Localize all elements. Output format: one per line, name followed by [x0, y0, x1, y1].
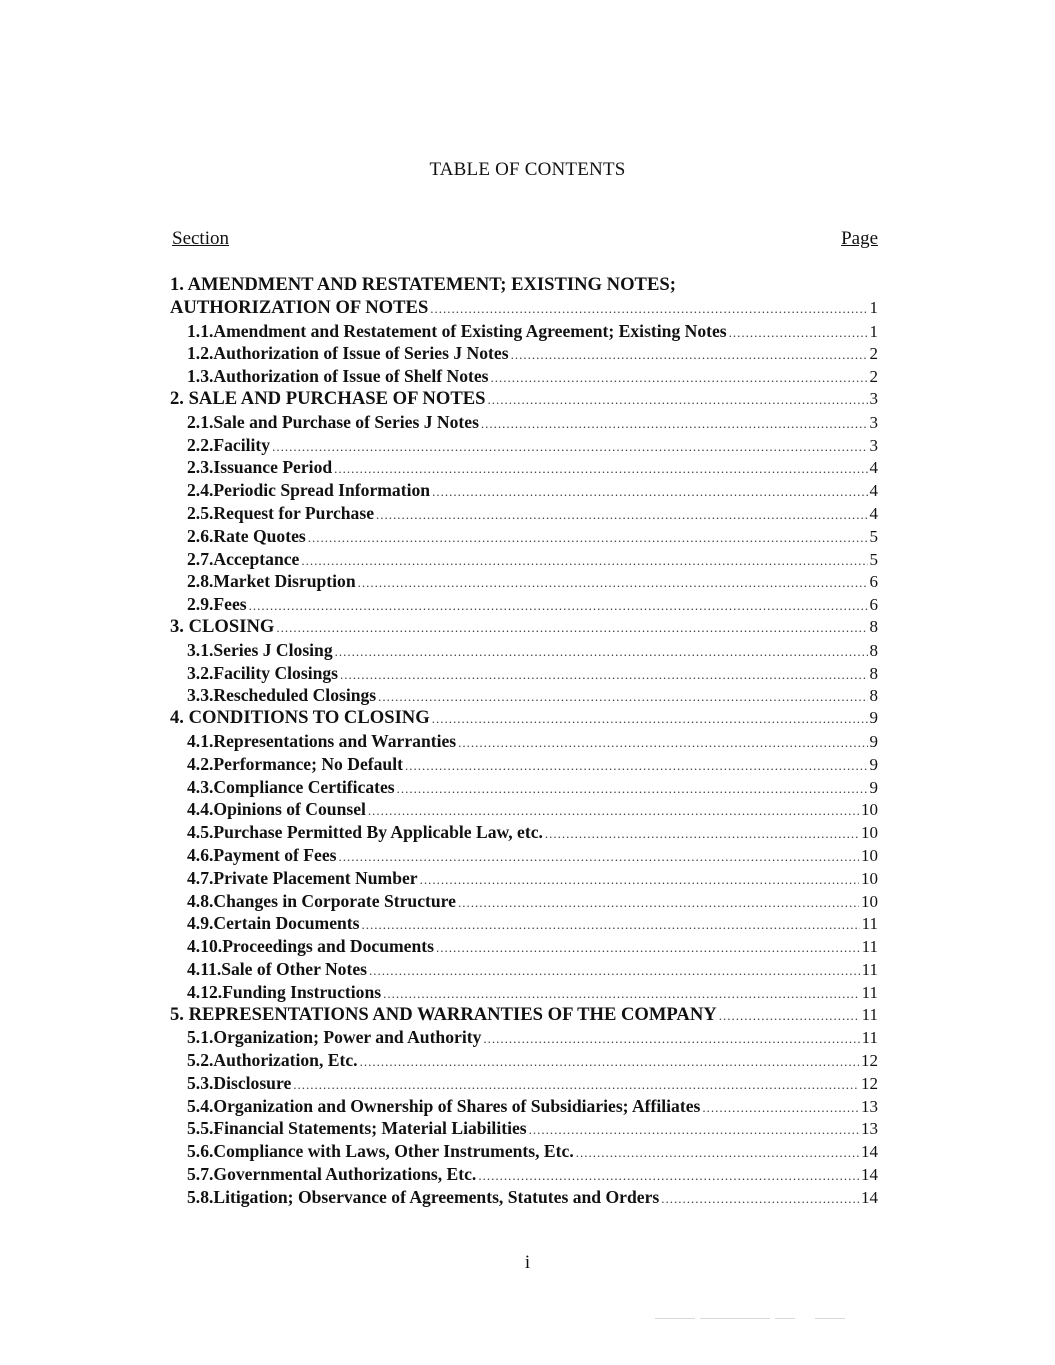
toc-entry-label: 5.4.Organization and Ownership of Shares of Subsidiaries; Affiliates	[187, 1095, 701, 1116]
toc-entry-label: 2. SALE AND PURCHASE OF NOTES	[170, 387, 486, 409]
toc-entry-page: 4	[869, 481, 878, 501]
toc-entry-label: 3.3.Rescheduled Closings	[187, 685, 377, 706]
toc-entry-label: 2.1.Sale and Purchase of Series J Notes	[187, 411, 479, 432]
toc-entry-page: 11	[861, 982, 878, 1002]
section-column-header: Section	[172, 228, 229, 249]
toc-subsection-entry[interactable]	[170, 958, 878, 981]
toc-entry-label: 3.2.Facility Closings	[187, 662, 339, 683]
toc-entry-page: 8	[869, 663, 878, 683]
toc-entry-page: 1	[869, 297, 878, 317]
dot-leader	[545, 823, 859, 846]
toc-entry-page: 10	[861, 823, 878, 843]
dot-leader	[360, 1051, 859, 1074]
toc-entry-label: 4.5.Purchase Permitted By Applicable Law, etc.	[187, 822, 543, 843]
toc-entry-page: 14	[861, 1165, 878, 1185]
dot-leader	[249, 595, 868, 618]
toc-subsection-entry[interactable]	[170, 867, 878, 890]
toc-entry-label: 2.7.Acceptance	[187, 548, 300, 569]
dot-leader	[702, 1097, 859, 1120]
dot-leader	[334, 458, 867, 481]
toc-section-entry[interactable]	[170, 707, 878, 730]
toc-subsection-entry[interactable]	[170, 411, 878, 434]
toc-subsection-entry[interactable]	[170, 525, 878, 548]
toc-subsection-entry[interactable]	[170, 935, 878, 958]
toc-subsection-entry[interactable]	[170, 684, 878, 707]
toc-entry-label: 4.3.Compliance Certificates	[187, 776, 395, 797]
toc-entry-label: 4.8.Changes in Corporate Structure	[187, 890, 456, 911]
dot-leader	[478, 1165, 859, 1188]
dot-leader	[272, 436, 867, 459]
toc-entry-label: 4.2.Performance; No Default	[187, 753, 403, 774]
toc-subsection-entry[interactable]	[170, 844, 878, 867]
toc-subsection-entry[interactable]	[170, 365, 878, 388]
dot-leader	[483, 1028, 859, 1051]
toc-entry-label: 4.7.Private Placement Number	[187, 867, 418, 888]
toc-entry-label: 3.1.Series J Closing	[187, 639, 333, 660]
toc-entry-label: 1.3.Authorization of Issue of Shelf Notes	[187, 366, 489, 387]
toc-entry-page: 11	[861, 937, 878, 957]
toc-subsection-entry[interactable]	[170, 320, 878, 343]
scan-artifact	[775, 1318, 795, 1319]
toc-entry-label: 5.6.Compliance with Laws, Other Instruments, Etc.	[187, 1141, 574, 1162]
dot-leader	[368, 800, 859, 823]
scan-artifact	[815, 1318, 845, 1319]
dot-leader	[340, 664, 867, 687]
toc-entry-label: 5.2.Authorization, Etc.	[187, 1050, 358, 1071]
page-title: TABLE OF CONTENTS	[429, 159, 626, 180]
toc-entry-page: 6	[869, 595, 878, 615]
toc-subsection-entry[interactable]	[170, 1049, 878, 1072]
dot-leader	[487, 389, 867, 412]
dot-leader	[369, 960, 860, 983]
toc-entry-label: 5. REPRESENTATIONS AND WARRANTIES OF THE COMPANY	[170, 1003, 717, 1025]
dot-leader	[661, 1188, 859, 1211]
toc-entry-label: 2.4.Periodic Spread Information	[187, 480, 431, 501]
toc-entry-label: 1.1.Amendment and Restatement of Existing Agreement; Existing Notes	[187, 320, 727, 341]
toc-entry-page: 9	[869, 754, 878, 774]
toc-entry-label: 4. CONDITIONS TO CLOSING	[170, 707, 430, 729]
toc-section-entry[interactable]	[170, 1004, 878, 1027]
toc-subsection-entry[interactable]	[170, 1186, 878, 1209]
toc-section-entry[interactable]	[170, 616, 878, 639]
toc-subsection-entry[interactable]	[170, 342, 878, 365]
dot-leader	[358, 572, 868, 595]
toc-entry-label: 2.6.Rate Quotes	[187, 525, 306, 546]
dot-leader	[511, 344, 868, 367]
toc-subsection-entry[interactable]	[170, 912, 878, 935]
toc-subsection-entry[interactable]	[170, 1026, 878, 1049]
toc-subsection-entry[interactable]	[170, 639, 878, 662]
toc-entry-label: 4.6.Payment of Fees	[187, 844, 337, 865]
dot-leader	[383, 983, 860, 1006]
toc-subsection-entry[interactable]	[170, 776, 878, 799]
toc-subsection-entry[interactable]	[170, 502, 878, 525]
toc-subsection-entry[interactable]	[170, 753, 878, 776]
toc-entry-page: 9	[869, 777, 878, 797]
toc-subsection-entry[interactable]	[170, 981, 878, 1004]
toc-entry-label: 4.4.Opinions of Counsel	[187, 799, 366, 820]
dot-leader	[458, 732, 867, 755]
toc-entry-page: 10	[861, 800, 878, 820]
toc-entry-label: 5.3.Disclosure	[187, 1072, 292, 1093]
toc-entry-page: 13	[861, 1119, 878, 1139]
toc-entry-page: 3	[869, 435, 878, 455]
toc-entry-page: 14	[861, 1187, 878, 1207]
dot-leader	[339, 846, 859, 869]
toc-entry-page: 3	[869, 388, 878, 408]
dot-leader	[529, 1119, 859, 1142]
toc-entry-label: 2.3.Issuance Period	[187, 457, 333, 478]
toc-entry-page: 11	[861, 959, 878, 979]
toc-entry-label: 5.7.Governmental Authorizations, Etc.	[187, 1164, 477, 1185]
toc-entry-page: 10	[861, 845, 878, 865]
toc-entry-label: AUTHORIZATION OF NOTES	[170, 296, 429, 318]
dot-leader	[378, 686, 867, 709]
toc-subsection-entry[interactable]	[170, 1140, 878, 1163]
toc-section-entry[interactable]	[170, 388, 878, 411]
toc-subsection-entry[interactable]	[170, 1072, 878, 1095]
scan-artifact	[655, 1318, 695, 1319]
toc-subsection-entry[interactable]	[170, 570, 878, 593]
toc-entry-label: 2.2.Facility	[187, 434, 271, 455]
toc-entry-page: 2	[869, 367, 878, 387]
dot-leader	[432, 481, 867, 504]
toc-section-entry[interactable]	[170, 297, 878, 320]
dot-leader	[301, 550, 867, 573]
toc-entry-page: 10	[861, 891, 878, 911]
dot-leader	[420, 869, 859, 892]
dot-leader	[491, 367, 868, 390]
toc-entry-page: 8	[869, 616, 878, 636]
toc-entry-page: 11	[861, 914, 878, 934]
toc-entry-page: 9	[869, 708, 878, 728]
toc-entry-label: 4.9.Certain Documents	[187, 913, 360, 934]
dot-leader	[376, 504, 867, 527]
toc-entry-page: 8	[869, 686, 878, 706]
toc-entry-page: 3	[869, 412, 878, 432]
toc-entry-label: 2.8.Market Disruption	[187, 571, 356, 592]
dot-leader	[458, 892, 859, 915]
toc-subsection-entry[interactable]	[170, 798, 878, 821]
toc-entry-label: 1.2.Authorization of Issue of Series J Notes	[187, 343, 509, 364]
toc-subsection-entry[interactable]	[170, 593, 878, 616]
toc-entry-page: 1	[869, 321, 878, 341]
dot-leader	[397, 778, 868, 801]
toc-subsection-entry[interactable]	[170, 730, 878, 753]
dot-leader	[436, 937, 860, 960]
dot-leader	[362, 914, 860, 937]
toc-entry-page: 5	[869, 526, 878, 546]
toc-subsection-entry[interactable]	[170, 1163, 878, 1186]
toc-entry-label: 4.11.Sale of Other Notes	[187, 958, 367, 979]
toc-entry-page: 12	[861, 1073, 878, 1093]
toc-entry-label: 4.1.Representations and Warranties	[187, 730, 457, 751]
toc-entry-page: 8	[869, 640, 878, 660]
toc-entry-label: 5.5.Financial Statements; Material Liabilities	[187, 1118, 527, 1139]
toc-entry-page: 13	[861, 1096, 878, 1116]
dot-leader	[432, 708, 868, 731]
toc-entry-page: 2	[869, 344, 878, 364]
dot-leader	[276, 617, 867, 640]
dot-leader	[719, 1005, 860, 1028]
page-column-header: Page	[841, 228, 878, 249]
toc-entry-page: 4	[869, 503, 878, 523]
dot-leader	[405, 755, 868, 778]
table-of-contents	[170, 274, 878, 1209]
toc-entry-label: 3. CLOSING	[170, 615, 275, 637]
page-number: i	[524, 1252, 531, 1273]
toc-heading: 1. AMENDMENT AND RESTATEMENT; EXISTING NOTES;	[170, 274, 676, 295]
dot-leader	[293, 1074, 859, 1097]
toc-subsection-entry[interactable]	[170, 1095, 878, 1118]
toc-subsection-entry[interactable]	[170, 479, 878, 502]
dot-leader	[576, 1142, 859, 1165]
toc-entry-label: 2.9.Fees	[187, 594, 247, 615]
dot-leader	[430, 298, 867, 321]
toc-entry-label: 5.8.Litigation; Observance of Agreements, Statutes and Orders	[187, 1186, 660, 1207]
toc-subsection-entry[interactable]	[170, 434, 878, 457]
toc-subsection-entry[interactable]	[170, 456, 878, 479]
toc-subsection-entry[interactable]	[170, 1117, 878, 1140]
scan-artifact	[700, 1318, 770, 1319]
toc-entry-page: 9	[869, 731, 878, 751]
toc-entry-page: 6	[869, 572, 878, 592]
toc-entry-page: 10	[861, 868, 878, 888]
toc-subsection-entry[interactable]	[170, 821, 878, 844]
toc-entry-label: 5.1.Organization; Power and Authority	[187, 1027, 482, 1048]
toc-subsection-entry[interactable]	[170, 548, 878, 571]
toc-entry-page: 5	[869, 549, 878, 569]
dot-leader	[729, 322, 868, 345]
toc-entry-label: 4.10.Proceedings and Documents	[187, 936, 434, 957]
toc-entry-page: 11	[861, 1004, 878, 1024]
dot-leader	[481, 413, 868, 436]
toc-subsection-entry[interactable]	[170, 662, 878, 685]
dot-leader	[335, 641, 868, 664]
toc-entry-label: 4.12.Funding Instructions	[187, 981, 382, 1002]
dot-leader	[308, 527, 868, 550]
toc-entry-page: 11	[861, 1028, 878, 1048]
toc-entry-page: 4	[869, 458, 878, 478]
toc-entry-label: 2.5.Request for Purchase	[187, 502, 375, 523]
toc-entry-page: 14	[861, 1142, 878, 1162]
toc-entry-page: 12	[861, 1051, 878, 1071]
toc-subsection-entry[interactable]	[170, 890, 878, 913]
